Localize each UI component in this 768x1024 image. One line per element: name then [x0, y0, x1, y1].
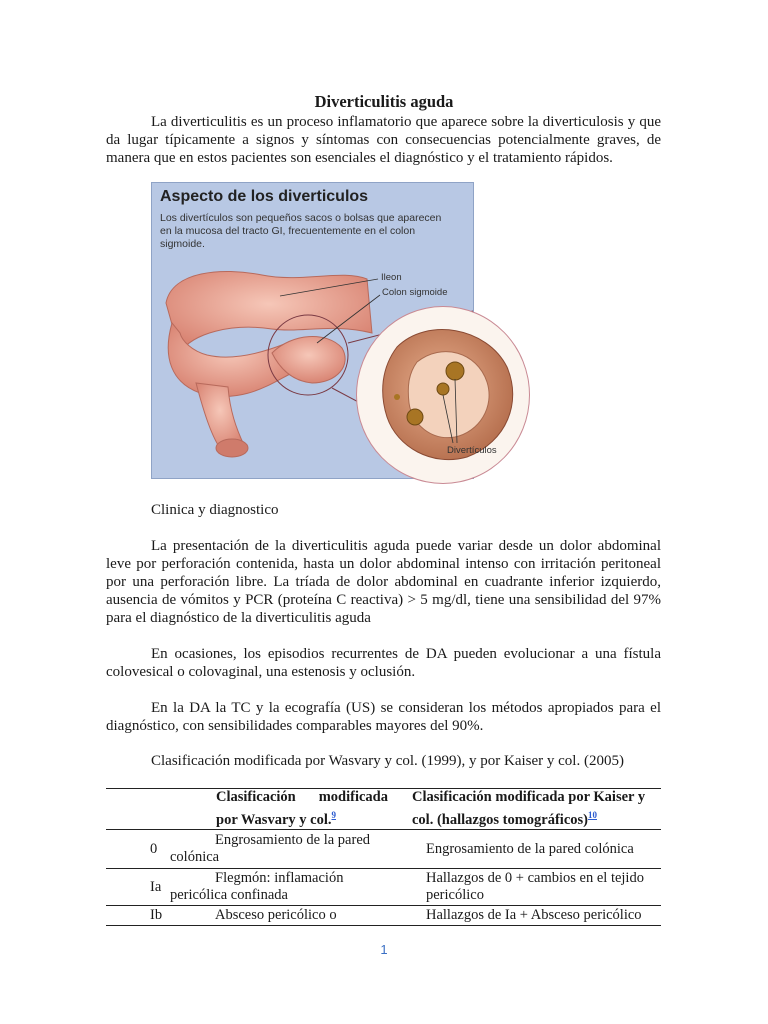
intro-paragraph: La diverticulitis es un proceso inflamatorio que aparece sobre la diverticulosis y que da lugar típicamente a signos y síntomas con consecuencias potencialmente graves, de manera que en estos pacientes son esenciales el diagnóstico y el tratamiento rápidos.	[106, 114, 661, 166]
stage-cell: Ia	[106, 869, 170, 906]
paragraph-presentation: La presentación de la diverticulitis aguda puede variar desde un dolor abdominal leve por perforación contenida, hasta un dolor abdominal intenso con irritación peritoneal por una perforación libre. La tríada de dolor abdominal en cuadrante inferior izquierdo, ausencia de vómitos y PCR (proteína C reactiva) > 5 mg/dl, tiene una sensibilidad del 97% para el diagnóstico de la diverticulitis aguda	[106, 538, 661, 626]
header-wasvary	[170, 789, 402, 830]
section-heading: Clinica y diagnostico	[151, 502, 279, 518]
figure-description: Los divertículos son pequeños sacos o bolsas que aparecen en la mucosa del tracto GI, frecuentemente en el colon sigmoide.	[160, 212, 442, 250]
stage-cell: Ib	[106, 906, 170, 926]
reference-link-10[interactable]: 10	[587, 810, 597, 821]
table-row	[106, 869, 661, 906]
header-wasvary-text: Clasificación modificada por Wasvary y col.	[216, 789, 388, 828]
label-ileon: Ileon	[381, 272, 402, 283]
diverticula-detail-circle	[356, 306, 530, 484]
wasvary-cell: Engrosamiento de la pared colónica	[170, 830, 402, 869]
paragraph-recurrence: En ocasiones, los episodios recurrentes de DA pueden evolucionar a una fístula colovesical o colovaginal, una estenosis y oclusión.	[106, 646, 661, 680]
reference-link-9[interactable]: 9	[331, 810, 336, 821]
table-caption: Clasificación modificada por Wasvary y col. (1999), y por Kaiser y col. (2005)	[151, 753, 624, 769]
table-header-row	[106, 789, 661, 830]
header-stage-cell	[106, 789, 170, 830]
document-title: Diverticulitis aguda	[314, 92, 454, 111]
stage-cell: 0	[106, 830, 170, 869]
kaiser-cell: Engrosamiento de la pared colónica	[402, 830, 661, 869]
label-diverticulos: Divertículos	[447, 445, 497, 456]
classification-table	[106, 788, 661, 926]
table-row	[106, 906, 661, 926]
wasvary-cell: Absceso pericólico o	[170, 906, 402, 926]
figure-title: Aspecto de los diverticulos	[160, 188, 369, 205]
kaiser-cell: Hallazgos de Ia + Absceso pericólico	[402, 906, 661, 926]
header-kaiser	[402, 789, 661, 830]
wasvary-cell: Flegmón: inflamación pericólica confinada	[170, 869, 402, 906]
header-kaiser-text: Clasificación modificada por Kaiser y col. (hallazgos tomográficos)	[412, 789, 646, 828]
table-row	[106, 830, 661, 869]
label-colon-sigmoide: Colon sigmoide	[382, 287, 448, 298]
diverticula-detail-drawing	[357, 307, 529, 483]
kaiser-cell: Hallazgos de 0 + cambios en el tejido pericólico	[402, 869, 661, 906]
page-number: 1	[380, 942, 388, 957]
paragraph-imaging: En la DA la TC y la ecografía (US) se consideran los métodos apropiados para el diagnóstico, con sensibilidades comparables mayores del 90%.	[106, 700, 661, 734]
